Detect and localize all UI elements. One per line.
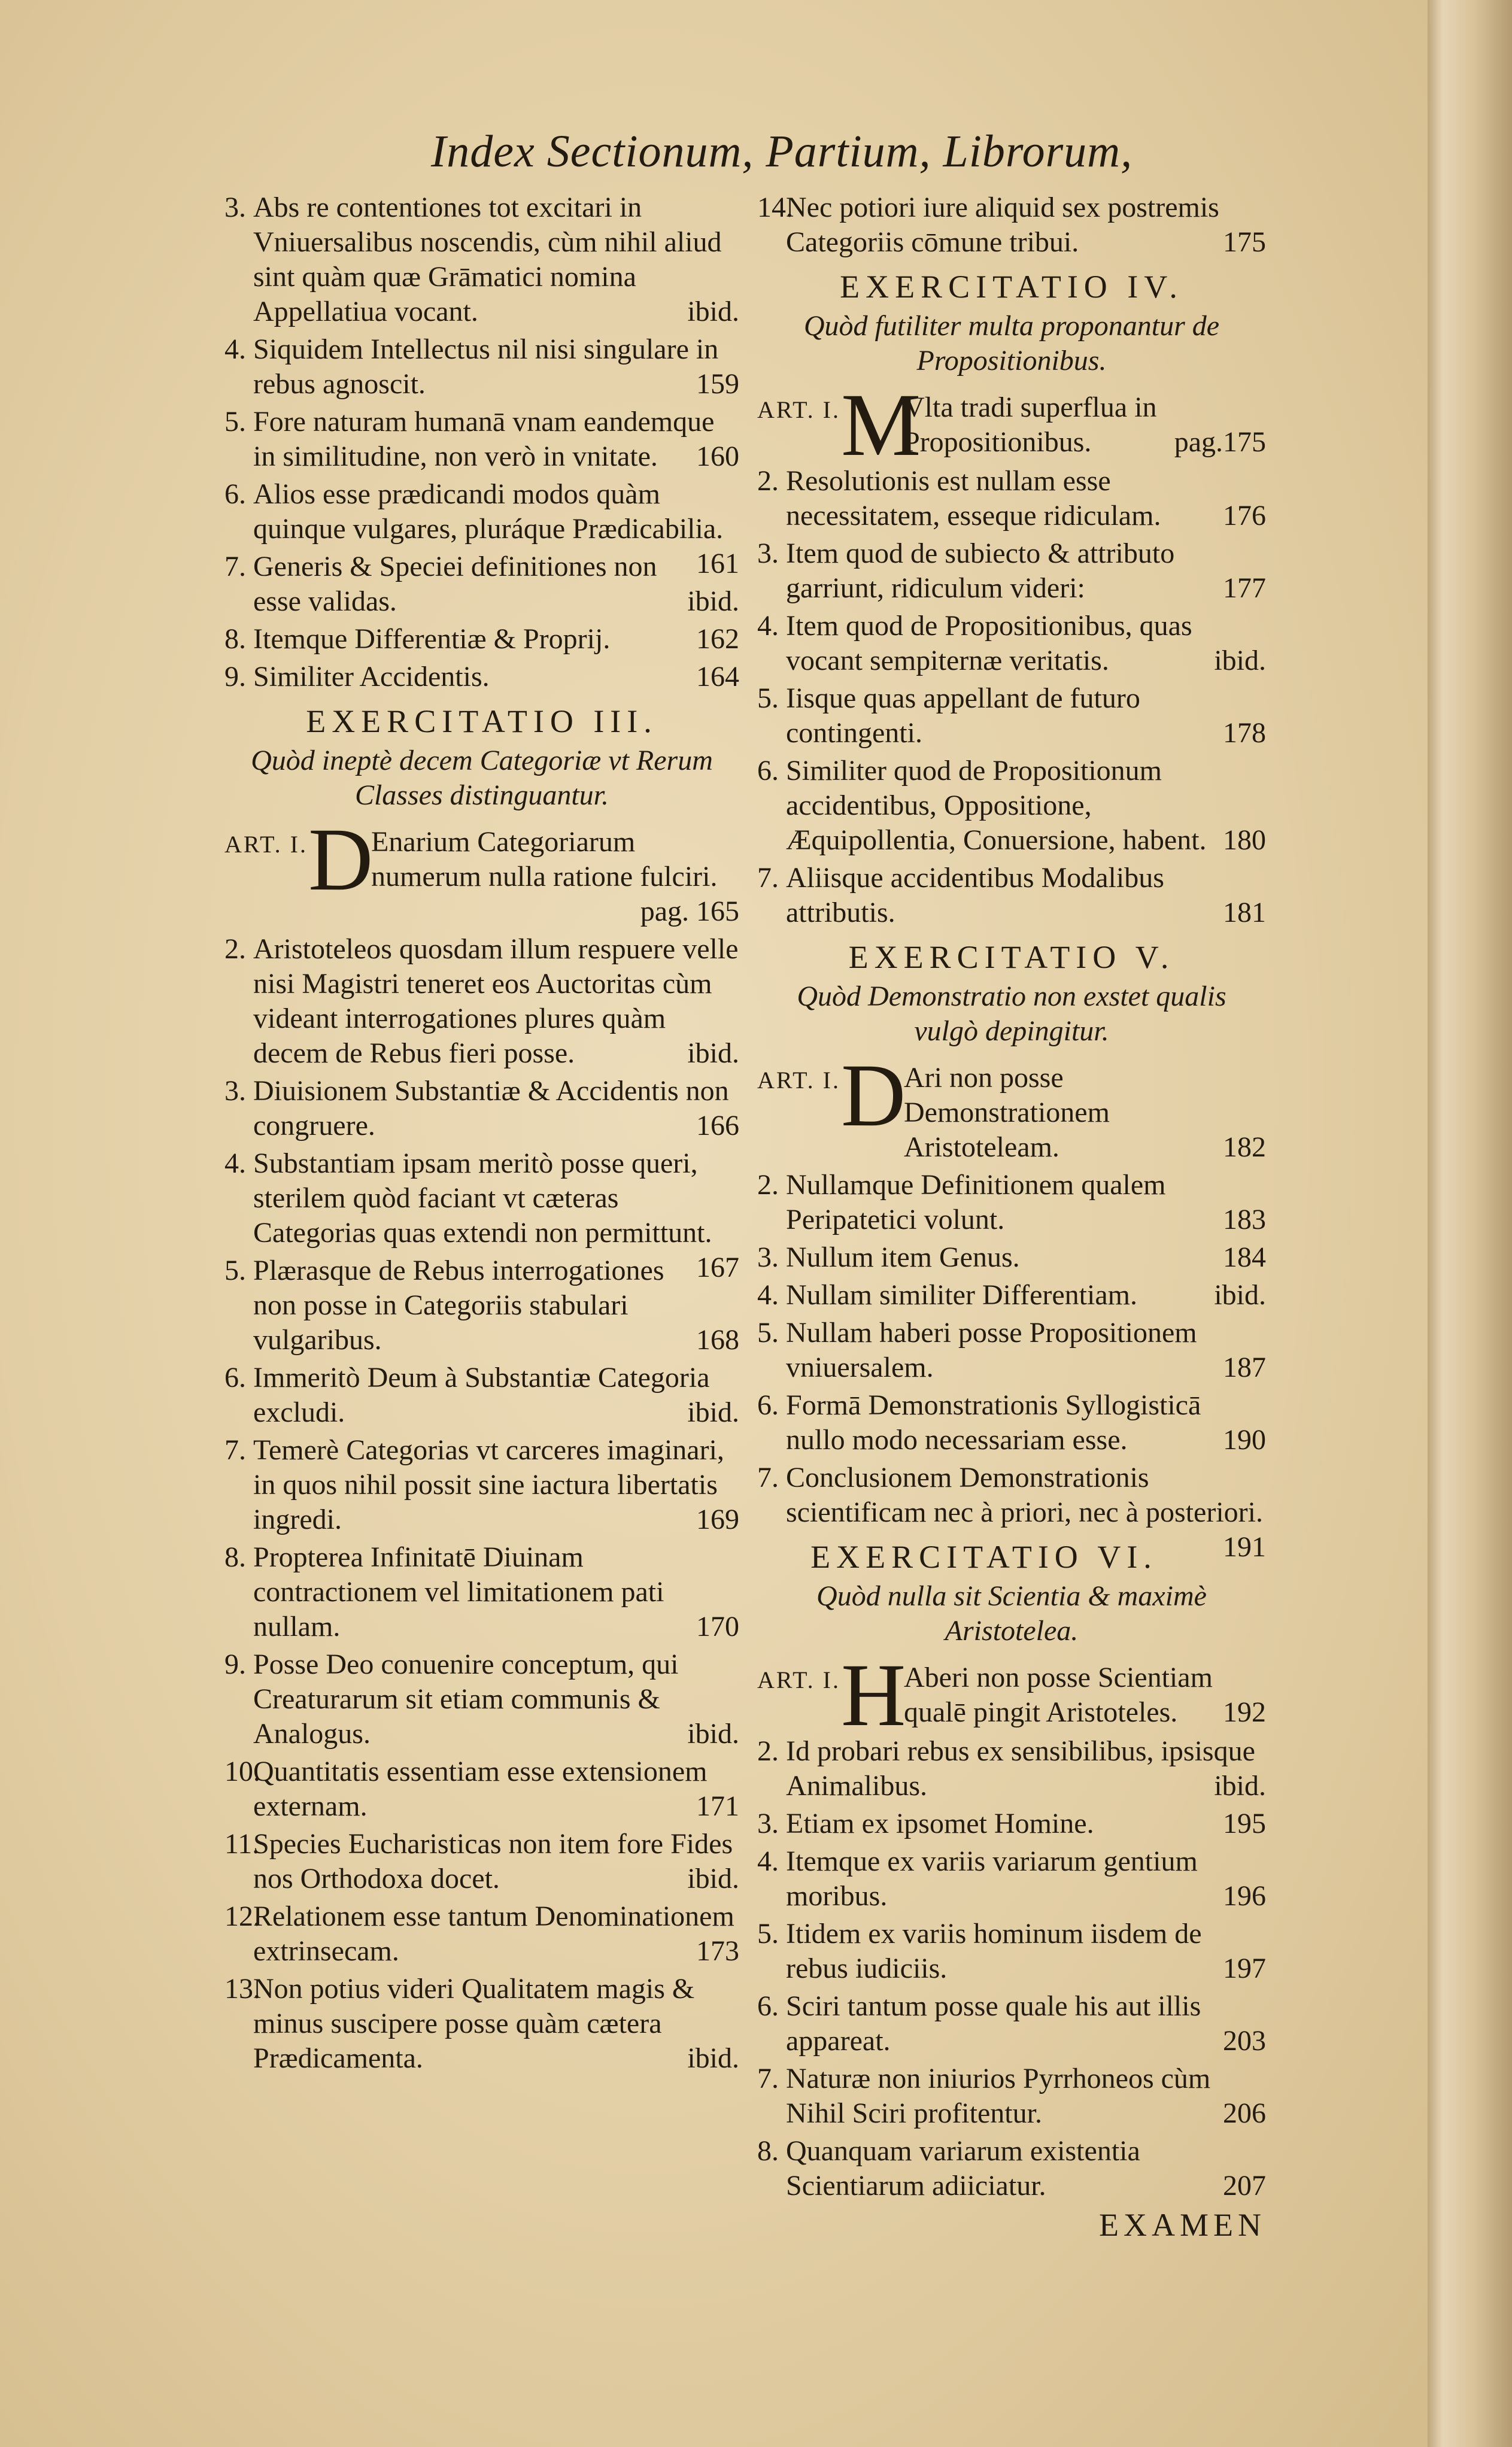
entry-number: 5.	[757, 1918, 779, 1950]
page-reference: 167	[696, 1252, 739, 1283]
entry-text: Nec potiori iure aliquid sex postremis Categoriis cōmune tribui.	[786, 192, 1219, 258]
page-reference: 190	[1223, 1424, 1266, 1456]
article-text-body: Ari non posse Demonstrationem Aristoteleam.	[904, 1062, 1110, 1163]
index-entry	[757, 1388, 1266, 1458]
entry-text: Iisque quas appellant de futuro contingenti.	[786, 682, 1140, 749]
entry-text: Id probari rebus ex sensibilibus, ipsisque Animalibus.	[786, 1735, 1255, 1802]
page-reference: ibid.	[1214, 645, 1266, 676]
entry-number: 4.	[224, 1147, 246, 1179]
exercitatio-section	[757, 1538, 1266, 2203]
page-reference: 160	[696, 441, 739, 472]
page-reference: 177	[1223, 572, 1266, 604]
page-reference: 187	[1223, 1352, 1266, 1383]
entry-number: 3.	[757, 1808, 779, 1839]
page-reference: 181	[1223, 897, 1266, 928]
page-reference: 164	[696, 661, 739, 693]
entry-text: Itidem ex variis hominum iisdem de rebus iudiciis.	[786, 1918, 1202, 1984]
index-entry	[757, 1278, 1266, 1313]
page-gutter	[1428, 0, 1512, 2447]
page-reference: 182	[1223, 1131, 1266, 1163]
index-entry	[224, 1146, 739, 1283]
entry-text: Quantitatis essentiam esse extensionem externam.	[253, 1756, 708, 1822]
entry-number: 4.	[224, 333, 246, 365]
entry-number: 6.	[224, 478, 246, 510]
entry-number: 3.	[757, 538, 779, 569]
entry-number: 8.	[757, 2135, 779, 2167]
entry-text: Generis & Speciei definitiones non esse validas.	[253, 551, 657, 617]
entry-number: 7.	[224, 1434, 246, 1466]
entry-text: Posse Deo conuenire conceptum, qui Creaturarum sit etiam communis & Analogus.	[253, 1648, 679, 1750]
page-reference: 178	[1223, 717, 1266, 749]
article-one	[757, 375, 1266, 475]
exercitatio-section	[757, 268, 1266, 930]
exercitatio-entry-list	[757, 1734, 1266, 2203]
page-reference: 166	[696, 1110, 739, 1141]
article-text	[904, 1660, 1266, 1730]
entry-number: 6.	[757, 755, 779, 787]
index-entry	[757, 681, 1266, 751]
entry-number: 5.	[224, 1255, 246, 1286]
article-text-body: Vlta tradi superflua in Propositionibus.	[904, 391, 1157, 458]
page-reference: 191	[1223, 1531, 1266, 1563]
article-text	[904, 390, 1266, 460]
index-entry	[224, 1899, 739, 1969]
index-entry	[224, 1361, 739, 1430]
exercitatio-heading: EXERCITATIO VI.	[810, 1539, 1158, 1575]
index-entry	[757, 1989, 1266, 2059]
entry-number: 14.	[757, 192, 793, 223]
entry-number: 7.	[757, 2063, 779, 2094]
page-reference: 175	[1223, 226, 1266, 258]
page-reference: 197	[1223, 1953, 1266, 1984]
entry-text: Nullam haberi posse Propositionem vniuersalem.	[786, 1317, 1197, 1383]
entry-text: Abs re contentiones tot excitari in Vniuersalibus noscendis, cùm nihil aliud sint quàm quæ Grāmatici nomina Appellatiua vocant.	[253, 192, 722, 327]
index-entry	[757, 1807, 1266, 1841]
entry-text: Immeritò Deum à Substantiæ Categoria excludi.	[253, 1362, 710, 1428]
article-one	[757, 1046, 1266, 1165]
page-reference: 162	[696, 623, 739, 655]
index-entry	[224, 405, 739, 474]
page-reference: 159	[696, 368, 739, 400]
left-exercitatio-entry-list	[224, 932, 739, 2076]
index-entry	[757, 1734, 1266, 1804]
page-reference: pag. 165	[640, 895, 739, 927]
entry-text: Plærasque de Rebus interrogationes non posse in Categoriis stabulari vulgaribus.	[253, 1255, 664, 1356]
index-entry	[757, 1168, 1266, 1237]
index-entry	[757, 464, 1266, 533]
entry-number: 2.	[757, 465, 779, 497]
entry-text: Formā Demonstrationis Syllogisticā nullo modo necessariam esse.	[786, 1389, 1201, 1456]
page-reference: ibid.	[1214, 1279, 1266, 1311]
article-label: ART. I.	[757, 1666, 840, 1693]
right-exercitatio-list	[757, 268, 1266, 2203]
entry-text: Item quod de subiecto & attributo garriunt, ridiculum videri:	[786, 538, 1175, 604]
index-entry	[224, 1433, 739, 1537]
entry-number: 2.	[757, 1735, 779, 1767]
article-text-body: Enarium Categoriarum numerum nulla ratione fulciri.	[371, 826, 718, 892]
entry-text: Species Eucharisticas non item fore Fides nos Orthodoxa docet.	[253, 1828, 733, 1895]
drop-capital: H	[841, 1645, 906, 1745]
index-entry	[224, 1074, 739, 1143]
left-entry-list	[224, 190, 739, 694]
index-entry	[757, 190, 1266, 260]
index-entry	[224, 1754, 739, 1824]
entry-number: 5.	[757, 1317, 779, 1349]
page-reference: ibid.	[687, 1863, 739, 1895]
index-entry	[224, 660, 739, 694]
page-reference: ibid.	[1214, 1770, 1266, 1802]
entry-number: 12.	[224, 1900, 260, 1932]
entry-text: Alios esse prædicandi modos quàm quinque vulgares, pluráque Prædicabilia.	[253, 478, 724, 545]
entry-number: 8.	[224, 623, 246, 655]
entry-text: Nullam similiter Differentiam.	[786, 1279, 1137, 1311]
entry-number: 9.	[224, 1648, 246, 1680]
index-entry	[757, 754, 1266, 858]
index-entry	[757, 609, 1266, 678]
page-reference: ibid.	[687, 296, 739, 327]
page-reference: 168	[696, 1324, 739, 1356]
index-entry	[224, 932, 739, 1071]
index-entry	[224, 1647, 739, 1751]
page-reference: 184	[1223, 1241, 1266, 1273]
index-entry	[757, 1917, 1266, 1986]
page-reference: 203	[1223, 2025, 1266, 2057]
index-entry	[224, 549, 739, 619]
page-reference: 207	[1223, 2170, 1266, 2202]
entry-text: Relationem esse tantum Denominationem extrinsecam.	[253, 1900, 734, 1967]
index-entry	[757, 536, 1266, 606]
entry-number: 10.	[224, 1756, 260, 1787]
page-reference: ibid.	[687, 1718, 739, 1750]
entry-text: Itemque Differentiæ & Proprij.	[253, 623, 611, 655]
entry-number: 7.	[757, 862, 779, 894]
page-reference: 170	[696, 1611, 739, 1643]
index-entry	[224, 1253, 739, 1358]
article-text-body: Aberi non posse Scientiam qualē pingit Aristoteles.	[904, 1662, 1213, 1728]
entry-number: 2.	[224, 933, 246, 965]
entry-text: Item quod de Propositionibus, quas vocant sempiternæ veritatis.	[786, 610, 1192, 676]
entry-text: Aliisque accidentibus Modalibus attributis.	[786, 862, 1164, 928]
entry-text: Temerè Categorias vt carceres imaginari, in quos nihil possit sine iactura libertatis ingredi.	[253, 1434, 724, 1535]
page-reference: 183	[1223, 1204, 1266, 1235]
entry-number: 3.	[224, 1075, 246, 1107]
entry-text: Conclusionem Demonstrationis scientificam nec à priori, nec à posteriori.	[786, 1462, 1263, 1528]
entry-number: 8.	[224, 1541, 246, 1573]
index-entry	[757, 1316, 1266, 1385]
index-entry	[224, 1827, 739, 1896]
drop-capital: M	[841, 375, 921, 475]
left-column	[224, 190, 739, 2079]
index-entry	[757, 2062, 1266, 2131]
page-reference: 196	[1223, 1880, 1266, 1912]
entry-text: Non potius videri Qualitatem magis & minus suscipere posse quàm cætera Prædicamenta.	[253, 1973, 695, 2074]
drop-capital: D	[841, 1046, 906, 1145]
page-reference: 192	[1223, 1696, 1266, 1728]
entry-text: Diuisionem Substantiæ & Accidentis non congruere.	[253, 1075, 729, 1141]
article-label: ART. I.	[224, 831, 308, 858]
entry-number: 6.	[757, 1990, 779, 2022]
index-entry	[224, 622, 739, 657]
article-label: ART. I.	[757, 396, 840, 423]
index-entry	[757, 1844, 1266, 1914]
page-reference: pag.175	[1174, 426, 1266, 458]
entry-text: Resolutionis est nullam esse necessitatem, esseque ridiculam.	[786, 465, 1161, 532]
entry-number: 3.	[224, 192, 246, 223]
entry-text: Similiter quod de Propositionum accidentibus, Oppositione, Æquipollentia, Conuersione, habent.	[786, 755, 1207, 856]
entry-text: Siquidem Intellectus nil nisi singulare in rebus agnoscit.	[253, 333, 719, 400]
article-one	[224, 810, 739, 929]
entry-text: Propterea Infinitatē Diuinam contractionem vel limitationem pati nullam.	[253, 1541, 664, 1643]
index-entry	[224, 477, 739, 579]
page-reference: 173	[696, 1935, 739, 1967]
page-reference: ibid.	[687, 585, 739, 617]
article-one	[757, 1645, 1266, 1745]
page-reference: ibid.	[687, 2042, 739, 2074]
exercitatio-entry-list	[757, 464, 1266, 930]
entry-number: 11.	[224, 1828, 260, 1860]
entry-number: 5.	[224, 406, 246, 438]
entry-number: 13.	[224, 1973, 260, 2005]
page-reference: 171	[696, 1790, 739, 1822]
page-reference: 176	[1223, 500, 1266, 532]
page-reference: ibid.	[687, 1396, 739, 1428]
entry-text: Sciri tantum posse quale his aut illis appareat.	[786, 1990, 1201, 2057]
index-entry	[224, 1972, 739, 2076]
article-label: ART. I.	[757, 1067, 840, 1094]
entry-number: 4.	[757, 610, 779, 642]
exercitatio-subtitle: Quòd Demonstratio non exstet qualis vulgò depingitur.	[797, 980, 1226, 1047]
drop-capital: D	[308, 810, 374, 909]
exercitatio-heading: EXERCITATIO III.	[306, 703, 658, 739]
entry-number: 7.	[757, 1462, 779, 1493]
entry-text: Substantiam ipsam meritò posse queri, sterilem quòd faciant vt cæteras Categorias quas extendi non permittunt.	[253, 1147, 712, 1249]
entry-number: 3.	[757, 1241, 779, 1273]
entry-text: Etiam ex ipsomet Homine.	[786, 1808, 1094, 1839]
entry-number: 9.	[224, 661, 246, 693]
index-entry	[224, 1540, 739, 1644]
page-reference: 161	[696, 548, 739, 579]
entry-number: 4.	[757, 1279, 779, 1311]
entry-number: 6.	[757, 1389, 779, 1421]
entry-text: Itemque ex variis variarum gentium moribus.	[786, 1845, 1198, 1912]
entry-text: Fore naturam humanā vnam eandemque in similitudine, non verò in vnitate.	[253, 406, 715, 472]
catchword: EXAMEN	[1099, 2207, 1266, 2243]
page-reference: ibid.	[687, 1037, 739, 1069]
index-entry	[757, 1240, 1266, 1275]
entry-number: 7.	[224, 551, 246, 582]
entry-number: 2.	[757, 1169, 779, 1201]
right-top-entry-list	[757, 190, 1266, 260]
index-entry	[757, 861, 1266, 930]
right-column	[757, 190, 1266, 2243]
exercitatio-subtitle: Quòd ineptè decem Categoriæ vt Rerum Classes distinguantur.	[251, 745, 713, 811]
exercitatio-subtitle: Quòd nulla sit Scientia & maximè Aristotelea.	[816, 1580, 1207, 1647]
article-text	[371, 825, 739, 929]
index-entry	[224, 332, 739, 402]
exercitatio-subtitle: Quòd futiliter multa proponantur de Propositionibus.	[803, 310, 1220, 377]
entry-text: Nullum item Genus.	[786, 1241, 1020, 1273]
index-entry	[224, 190, 739, 329]
page-reference: 180	[1223, 824, 1266, 856]
entry-number: 4.	[757, 1845, 779, 1877]
exercitatio-heading: EXERCITATIO V.	[848, 939, 1175, 975]
entry-text: Nullamque Definitionem qualem Peripatetici volunt.	[786, 1169, 1166, 1235]
page-reference: 206	[1223, 2097, 1266, 2129]
entry-text: Quanquam variarum existentia Scientiarum adiiciatur.	[786, 2135, 1140, 2202]
index-entry	[757, 2134, 1266, 2203]
running-head: Index Sectionum, Partium, Librorum,	[431, 126, 1133, 177]
entry-text: Similiter Accidentis.	[253, 661, 490, 693]
entry-number: 6.	[224, 1362, 246, 1393]
entry-number: 5.	[757, 682, 779, 714]
entry-text: Aristoteleos quosdam illum respuere velle nisi Magistri teneret eos Auctoritas cùm videant interrogationes plures quàm decem de Rebus fieri posse.	[253, 933, 739, 1069]
article-text	[904, 1061, 1266, 1165]
page-reference: 195	[1223, 1808, 1266, 1839]
entry-text: Naturæ non iniurios Pyrrhoneos cùm Nihil Sciri profitentur.	[786, 2063, 1211, 2129]
exercitatio-heading: EXERCITATIO IV.	[840, 269, 1183, 305]
page-reference: 169	[696, 1504, 739, 1535]
